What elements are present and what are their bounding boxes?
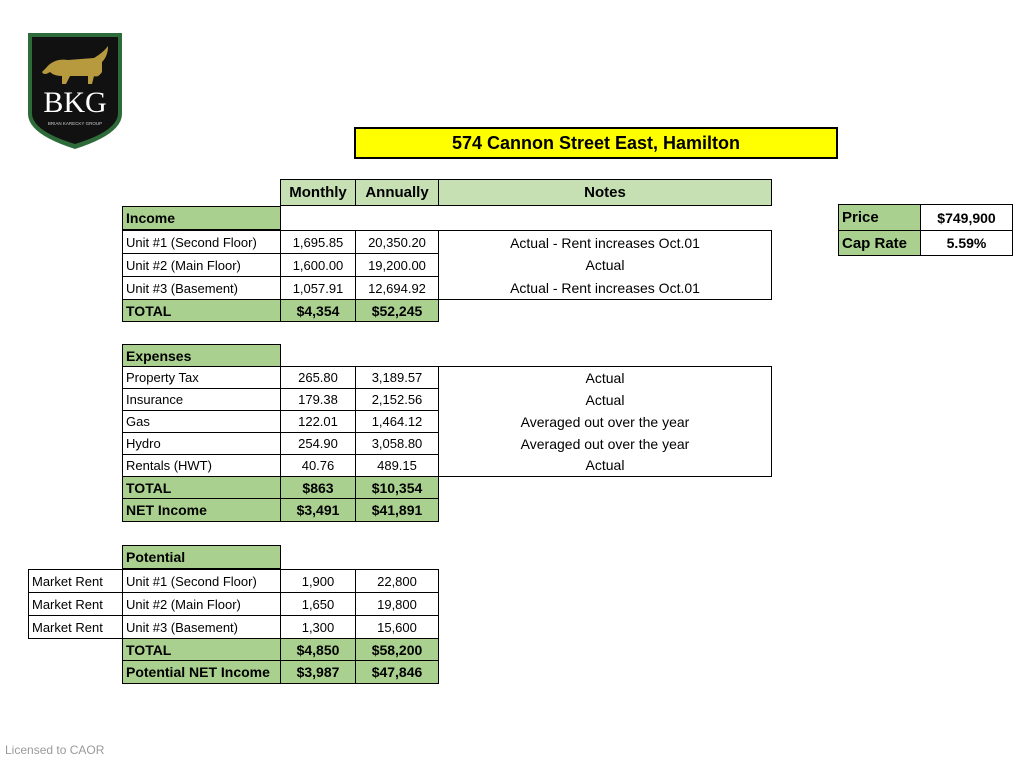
expense-row-notes: Actual	[438, 388, 772, 411]
potential-row-tag: Market Rent	[28, 569, 123, 593]
expenses-total-annually: $10,354	[355, 476, 439, 499]
expense-row-annually: 489.15	[355, 454, 439, 477]
net-income-annually: $41,891	[355, 498, 439, 522]
price-value: $749,900	[920, 204, 1013, 231]
income-row-annually: 12,694.92	[355, 276, 439, 300]
net-income-label: NET Income	[122, 498, 281, 522]
expense-row-monthly: 179.38	[280, 388, 356, 411]
income-row-monthly: 1,695.85	[280, 230, 356, 254]
income-total-annually: $52,245	[355, 299, 439, 322]
income-row-annually: 20,350.20	[355, 230, 439, 254]
potential-net-income-annually: $47,846	[355, 660, 439, 684]
income-row-annually: 19,200.00	[355, 253, 439, 277]
expenses-total-monthly: $863	[280, 476, 356, 499]
income-row-label: Unit #2 (Main Floor)	[122, 253, 281, 277]
cap-rate-label: Cap Rate	[838, 230, 921, 256]
license-watermark: Licensed to CAOR	[5, 743, 105, 757]
potential-row-monthly: 1,900	[280, 569, 356, 593]
expenses-total-label: TOTAL	[122, 476, 281, 499]
logo-shield-icon	[24, 30, 126, 152]
potential-row-tag: Market Rent	[28, 615, 123, 639]
col-header-notes: Notes	[438, 179, 772, 206]
expense-row-label: Gas	[122, 410, 281, 433]
income-row-notes: Actual - Rent increases Oct.01	[438, 276, 772, 300]
potential-row-annually: 19,800	[355, 592, 439, 616]
expense-row-notes: Averaged out over the year	[438, 432, 772, 455]
income-row-monthly: 1,600.00	[280, 253, 356, 277]
expense-row-notes: Actual	[438, 454, 772, 477]
potential-row-annually: 22,800	[355, 569, 439, 593]
potential-row-annually: 15,600	[355, 615, 439, 639]
expense-row-notes: Averaged out over the year	[438, 410, 772, 433]
cap-rate-value: 5.59%	[920, 230, 1013, 256]
income-header: Income	[122, 206, 281, 230]
expense-row-monthly: 122.01	[280, 410, 356, 433]
expense-row-label: Property Tax	[122, 366, 281, 389]
svg-text:BRIAN KARECKY GROUP: BRIAN KARECKY GROUP	[47, 121, 103, 126]
col-header-annually: Annually	[355, 179, 439, 206]
expense-row-monthly: 265.80	[280, 366, 356, 389]
potential-total-label: TOTAL	[122, 638, 281, 661]
expense-row-annually: 3,189.57	[355, 366, 439, 389]
potential-row-tag: Market Rent	[28, 592, 123, 616]
potential-row-monthly: 1,300	[280, 615, 356, 639]
income-row-label: Unit #1 (Second Floor)	[122, 230, 281, 254]
expenses-header: Expenses	[122, 344, 281, 367]
income-row-label: Unit #3 (Basement)	[122, 276, 281, 300]
expense-row-annually: 1,464.12	[355, 410, 439, 433]
potential-row-monthly: 1,650	[280, 592, 356, 616]
potential-total-monthly: $4,850	[280, 638, 356, 661]
expense-row-annually: 3,058.80	[355, 432, 439, 455]
income-row-monthly: 1,057.91	[280, 276, 356, 300]
price-label: Price	[838, 204, 921, 231]
potential-net-income-monthly: $3,987	[280, 660, 356, 684]
property-title: 574 Cannon Street East, Hamilton	[354, 127, 838, 159]
expense-row-label: Hydro	[122, 432, 281, 455]
svg-text:BKG: BKG	[43, 86, 107, 119]
potential-total-annually: $58,200	[355, 638, 439, 661]
col-header-monthly: Monthly	[280, 179, 356, 206]
potential-net-income-label: Potential NET Income	[122, 660, 281, 684]
expense-row-label: Rentals (HWT)	[122, 454, 281, 477]
expense-row-monthly: 254.90	[280, 432, 356, 455]
net-income-monthly: $3,491	[280, 498, 356, 522]
expense-row-monthly: 40.76	[280, 454, 356, 477]
expense-row-notes: Actual	[438, 366, 772, 389]
expense-row-annually: 2,152.56	[355, 388, 439, 411]
income-row-notes: Actual - Rent increases Oct.01	[438, 230, 772, 254]
income-row-notes: Actual	[438, 253, 772, 277]
income-total-label: TOTAL	[122, 299, 281, 322]
income-total-monthly: $4,354	[280, 299, 356, 322]
bkg-logo	[24, 30, 126, 152]
potential-row-label: Unit #2 (Main Floor)	[122, 592, 281, 616]
potential-header: Potential	[122, 545, 281, 569]
expense-row-label: Insurance	[122, 388, 281, 411]
potential-row-label: Unit #1 (Second Floor)	[122, 569, 281, 593]
potential-row-label: Unit #3 (Basement)	[122, 615, 281, 639]
